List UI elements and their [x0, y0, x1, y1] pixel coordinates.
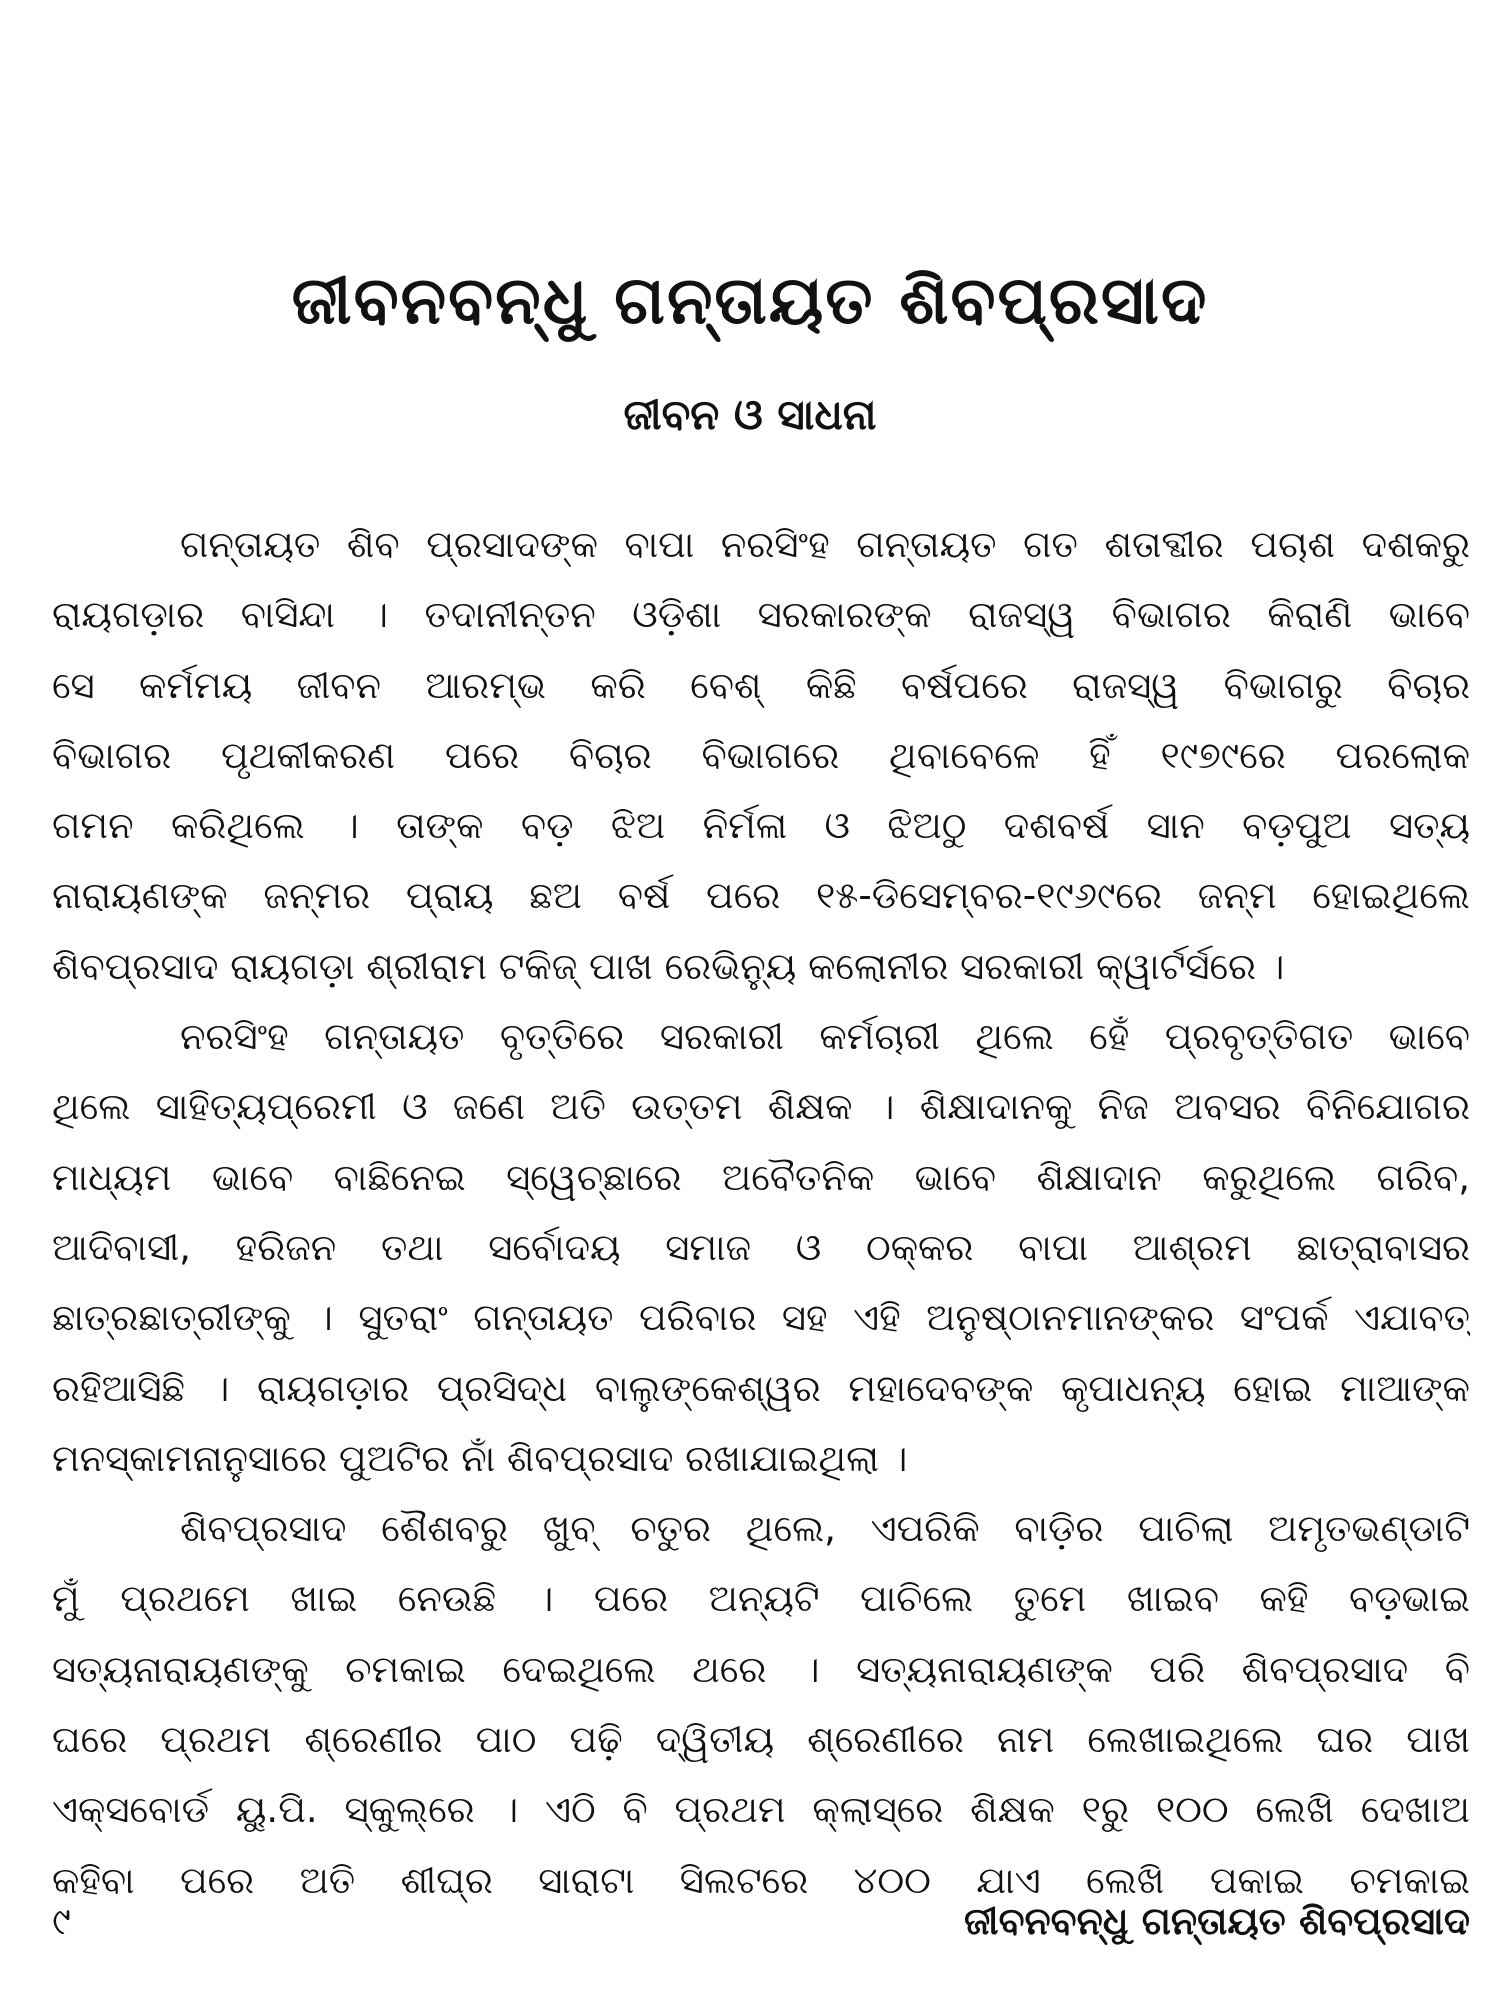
text-line: ଶିବପ୍ରସାଦ ରାୟଗଡ଼ା ଶ୍ରୀରାମ ଟକିଜ୍ ପାଖ ରେଭିନ୍ୟୁ କଲୋନୀର ସରକାରୀ କ୍ୱାର୍ଟର୍ସରେ ।	[52, 944, 1285, 988]
text-line: ସେ କର୍ମମୟ ଜୀବନ ଆରମ୍ଭ କରି ବେଶ୍ କିଛି ବର୍ଷପରେ ରାଜସ୍ୱ ବିଭାଗରୁ ବିଚାର	[52, 663, 1470, 707]
text-line: ବିଭାଗର ପୃଥକୀକରଣ ପରେ ବିଚାର ବିଭାଗରେ ଥିବାବେଳେ ହିଁ ୧୯୭୯ରେ ପରଲୋକ	[52, 733, 1470, 777]
running-title: ଜୀବନବନ୍ଧୁ ଗନ୍ତାୟତ ଶିବପ୍ରସାଦ	[964, 1899, 1470, 1943]
text-line: ଆଦିବାସୀ, ହରିଜନ ତଥା ସର୍ବୋଦୟ ସମାଜ ଓ ଠକ୍କର ବାପା ଆଶ୍ରମ ଛାତ୍ରାବାସର	[52, 1225, 1470, 1269]
text-line: ଘରେ ପ୍ରଥମ ଶ୍ରେଣୀର ପାଠ ପଢ଼ି ଦ୍ୱିତୀୟ ଶ୍ରେଣୀରେ ନାମ ଲେଖାଇଥିଲେ ଘର ପାଖ	[52, 1718, 1470, 1762]
text-line: ମାଧ୍ୟମ ଭାବେ ବାଛିନେଇ ସ୍ୱେଚ୍ଛାରେ ଅବୈତନିକ ଭାବେ ଶିକ୍ଷାଦାନ କରୁଥିଲେ ଗରିବ,	[52, 1155, 1470, 1199]
text-line: ଶିବପ୍ରସାଦ ଶୈଶବରୁ ଖୁବ୍ ଚତୁର ଥିଲେ, ଏପରିକି ବାଡ଼ିର ପାଚିଲା ଅମୃତଭଣ୍ଡାଟି	[180, 1507, 1470, 1551]
text-line: କହିବା ପରେ ଅତି ଶୀଘ୍ର ସାରାଟା ସିଲଟରେ ୪୦୦ ଯାଏ ଲେଖି ପକାଇ ଚମକାଇ	[52, 1858, 1470, 1902]
chapter-title: ଜୀବନବନ୍ଧୁ ଗନ୍ତାୟତ ଶିବପ୍ରସାଦ	[291, 262, 1209, 339]
text-line: ନରସିଂହ ଗନ୍ତାୟତ ବୃତ୍ତିରେ ସରକାରୀ କର୍ମଚାରୀ ଥିଲେ ହେଁ ପ୍ରବୃତ୍ତିଗତ ଭାବେ	[180, 1015, 1470, 1059]
text-line: ଏକ୍ସବୋର୍ଡ ୟୁ.ପି. ସ୍କୁଲ୍‌ରେ । ଏଠି ବି ପ୍ରଥମ କ୍ଲାସ୍‌ରେ ଶିକ୍ଷକ ୧ରୁ ୧୦୦ ଲେଖି ଦେଖାଅ	[52, 1788, 1470, 1832]
body-text	[52, 510, 1470, 1916]
text-line: ଛାତ୍ରଛାତ୍ରୀଙ୍କୁ । ସୁତରାଂ ଗନ୍ତାୟତ ପରିବାର ସହ ଏହି ଅନୁଷ୍ଠାନମାନଙ୍କର ସଂପର୍କ ଏଯାବତ୍	[52, 1296, 1470, 1340]
text-line: ମନସ୍କାମନାନୁସାରେ ପୁଅଟିର ନାଁ ଶିବପ୍ରସାଦ ରଖାଯାଇଥିଲା ।	[52, 1436, 908, 1480]
text-line: ଥିଲେ ସାହିତ୍ୟପ୍ରେମୀ ଓ ଜଣେ ଅତି ଉତ୍ତମ ଶିକ୍ଷକ । ଶିକ୍ଷାଦାନକୁ ନିଜ ଅବସର ବିନିଯୋଗର	[52, 1085, 1470, 1129]
page-footer	[52, 1893, 1470, 1949]
text-line: ମୁଁ ପ୍ରଥମେ ଖାଇ ନେଉଛି । ପରେ ଅନ୍ୟଟି ପାଚିଲେ ତୁମେ ଖାଇବ କହି ବଡ଼ଭାଇ	[52, 1577, 1470, 1621]
chapter-subtitle: ଜୀବନ ଓ ସାଧନା	[623, 390, 877, 439]
text-line: ନାରାୟଣଙ୍କ ଜନ୍ମର ପ୍ରାୟ ଛଅ ବର୍ଷ ପରେ ୧୫-ଡିସେମ୍ବର-୧୯୬୯ରେ ଜନ୍ମ ହୋଇଥିଲେ	[52, 874, 1470, 918]
text-line: ଗନ୍ତାୟତ ଶିବ ପ୍ରସାଦଙ୍କ ବାପା ନରସିଂହ ଗନ୍ତାୟତ ଗତ ଶତାବ୍ଦୀର ପଚାଶ ଦଶକରୁ	[180, 523, 1470, 566]
page-number: ୯	[52, 1899, 71, 1943]
text-line: ରହିଆସିଛି । ରାୟଗଡ଼ାର ପ୍ରସିଦ୍ଧ ବାଲୁଙ୍କେଶ୍ୱର ମହାଦେବଙ୍କ କୃପାଧନ୍ୟ ହୋଇ ମାଆଙ୍କ	[52, 1366, 1470, 1410]
text-line: ଗମନ କରିଥିଲେ । ତାଙ୍କ ବଡ଼ ଝିଅ ନିର୍ମଳା ଓ ଝିଅଠୁ ଦଶବର୍ଷ ସାନ ବଡ଼ପୁଅ ସତ୍ୟ	[52, 804, 1470, 848]
text-line: ସତ୍ୟନାରାୟଣଙ୍କୁ ଚମକାଇ ଦେଇଥିଲେ ଥରେ । ସତ୍ୟନାରାୟଣଙ୍କ ପରି ଶିବପ୍ରସାଦ ବି	[52, 1647, 1470, 1691]
text-line: ରାୟଗଡ଼ାର ବାସିନ୍ଦା । ତଦାନୀନ୍ତନ ଓଡ଼ିଶା ସରକାରଙ୍କ ରାଜସ୍ୱ ବିଭାଗର କିରାଣି ଭାବେ	[52, 593, 1470, 637]
